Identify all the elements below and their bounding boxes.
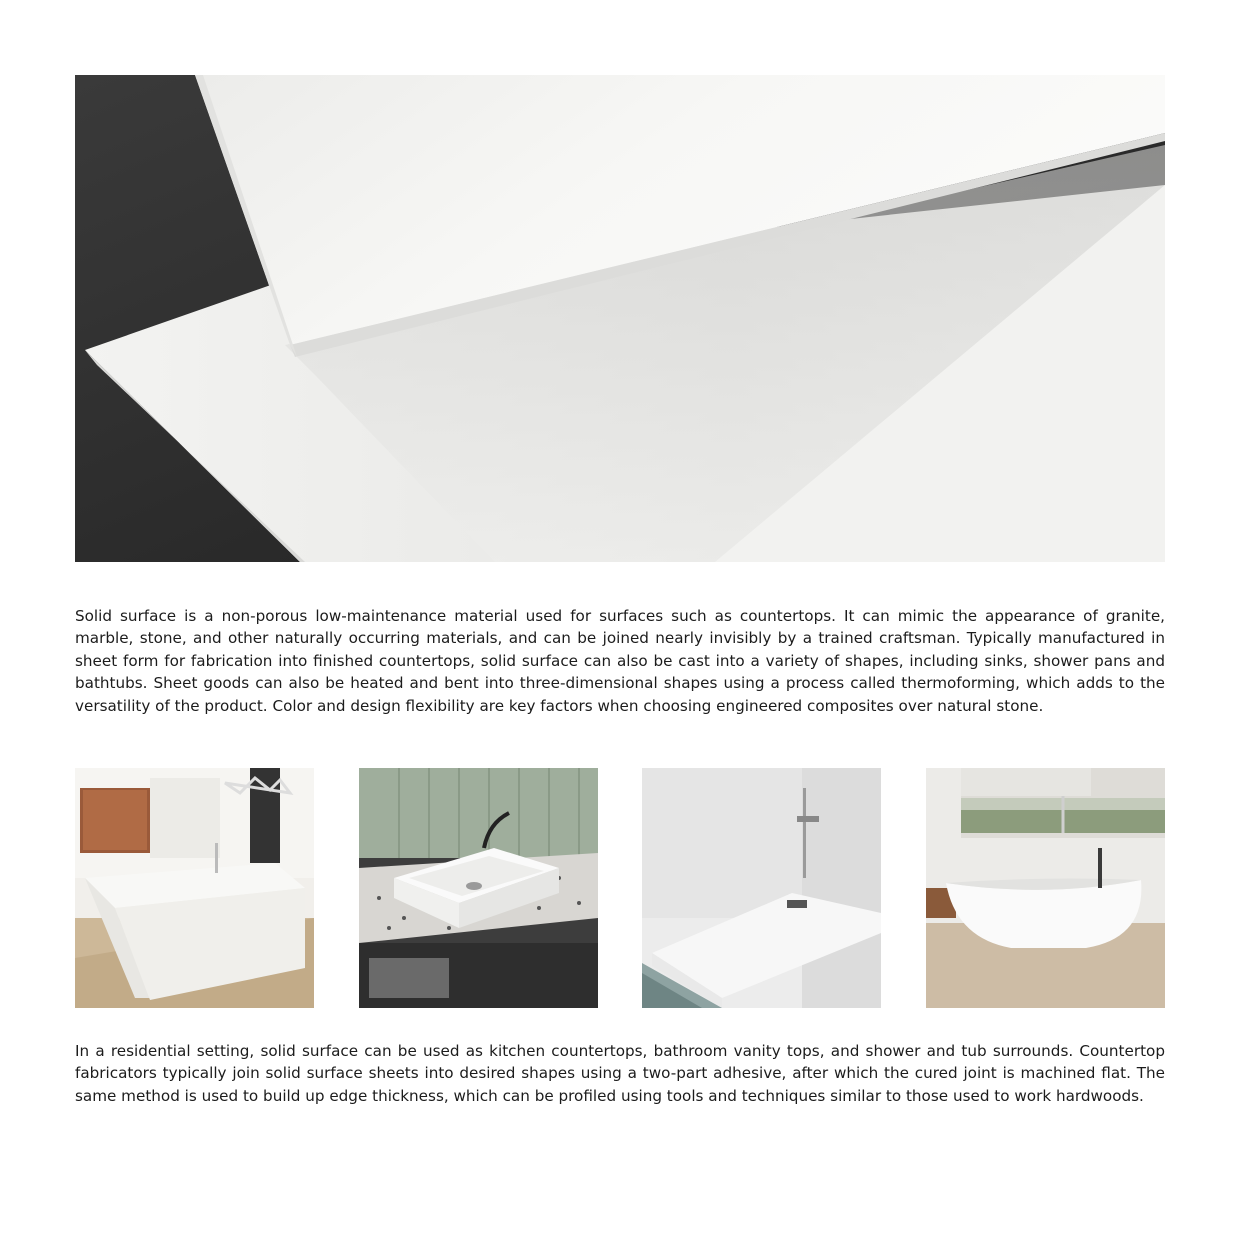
application-photo-row (75, 768, 1165, 1008)
kitchen-island-image (75, 768, 314, 1008)
vessel-sink-image (359, 768, 598, 1008)
hero-image-solid-surface-sheets (75, 75, 1165, 562)
residential-paragraph: In a residential setting, solid surface can be used as kitchen countertops, bathroom vanity tops, and shower and tub surrounds. Countertop fabricators typically join solid surface sheets into desired shapes using a two-part adhesive, after which the cured joint is machined flat. The same method is used to build up edge thickness, which can be profiled using tools and techniques similar to those used to work hardwoods. (75, 1042, 1165, 1105)
intro-paragraph: Solid surface is a non-porous low-maintenance material used for surfaces such as countertops. It can mimic the appearance of granite, marble, stone, and other naturally occurring materials, and can be joined nearly invisibly by a trained craftsman. Typically manufactured in sheet form for fabrication into finished countertops, solid surface can also be cast into a variety of shapes, including sinks, shower pans and bathtubs. Sheet goods can also be heated and bent into three-dimensional shapes using a process called thermoforming, which adds to the versatility of the product. Color and design flexibility are key factors when choosing engineered composites over natural stone. (75, 607, 1165, 715)
freestanding-bathtub-image (926, 768, 1165, 1008)
shower-tray-image (642, 768, 881, 1008)
